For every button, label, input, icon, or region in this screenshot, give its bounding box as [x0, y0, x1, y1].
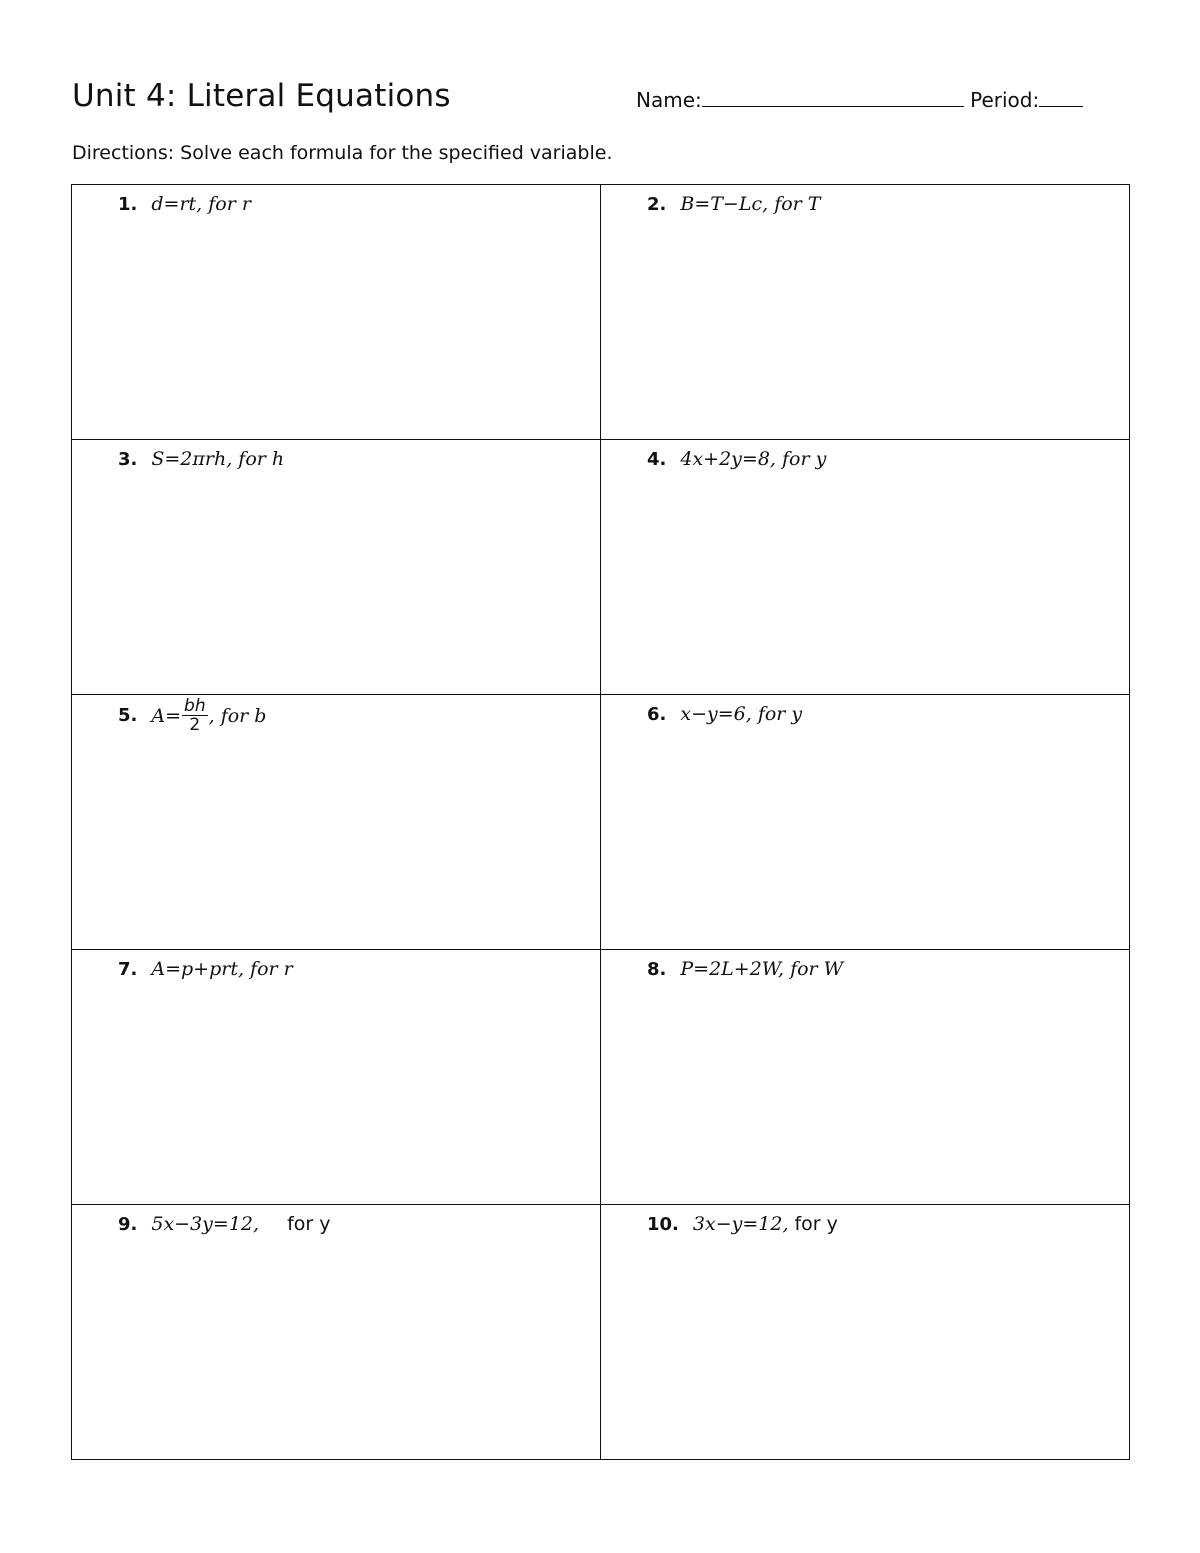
name-label: Name:	[636, 88, 702, 112]
problem-number: 2.	[647, 194, 667, 215]
problem-number: 5.	[118, 705, 138, 726]
problem-cell-10[interactable]	[601, 1205, 1130, 1460]
problem-equation: 5x−3y=12,	[151, 1213, 260, 1235]
problem-equation: x−y=6, for y	[680, 703, 803, 725]
fraction	[182, 697, 208, 734]
problem-number: 6.	[647, 704, 667, 725]
problem-equation: 3x−y=12,	[692, 1213, 789, 1235]
problem-equation-prefix: A=	[151, 704, 182, 727]
problem-cell-2[interactable]	[601, 185, 1130, 440]
problem-number: 4.	[647, 449, 667, 470]
problem-cell-3[interactable]	[72, 440, 601, 695]
student-info	[636, 88, 1083, 112]
problem-tail: for y	[794, 1213, 838, 1235]
problem-equation: B=T−Lc, for T	[680, 193, 821, 215]
fraction-denominator: 2	[189, 715, 201, 735]
problem-number: 1.	[118, 194, 138, 215]
problem-cell-6[interactable]	[601, 695, 1130, 950]
problem-number: 8.	[647, 959, 667, 980]
fraction-numerator: bh	[184, 696, 206, 716]
problem-cell-7[interactable]	[72, 950, 601, 1205]
problem-equation: d=rt, for r	[151, 193, 251, 215]
problem-equation: A=p+prt, for r	[151, 958, 293, 980]
problem-tail: for y	[287, 1213, 331, 1235]
problem-number: 10.	[647, 1214, 679, 1235]
directions: Directions: Solve each formula for the specified variable.	[72, 142, 613, 164]
problem-equation: P=2L+2W, for W	[680, 958, 844, 980]
problem-equation-suffix: , for b	[208, 704, 267, 727]
problem-cell-1[interactable]	[72, 185, 601, 440]
problem-number: 7.	[118, 959, 138, 980]
period-blank[interactable]	[1039, 88, 1083, 107]
problem-equation: 4x+2y=8, for y	[680, 448, 827, 470]
problem-cell-9[interactable]	[72, 1205, 601, 1460]
problem-cell-8[interactable]	[601, 950, 1130, 1205]
worksheet-title: Unit 4: Literal Equations	[72, 78, 451, 114]
problem-cell-5[interactable]	[72, 695, 601, 950]
problem-grid	[71, 184, 1130, 1460]
problem-number: 3.	[118, 449, 138, 470]
name-blank[interactable]	[702, 88, 964, 107]
problem-equation: S=2πrh, for h	[151, 448, 285, 470]
problem-number: 9.	[118, 1214, 138, 1235]
period-label: Period:	[970, 88, 1040, 112]
problem-cell-4[interactable]	[601, 440, 1130, 695]
